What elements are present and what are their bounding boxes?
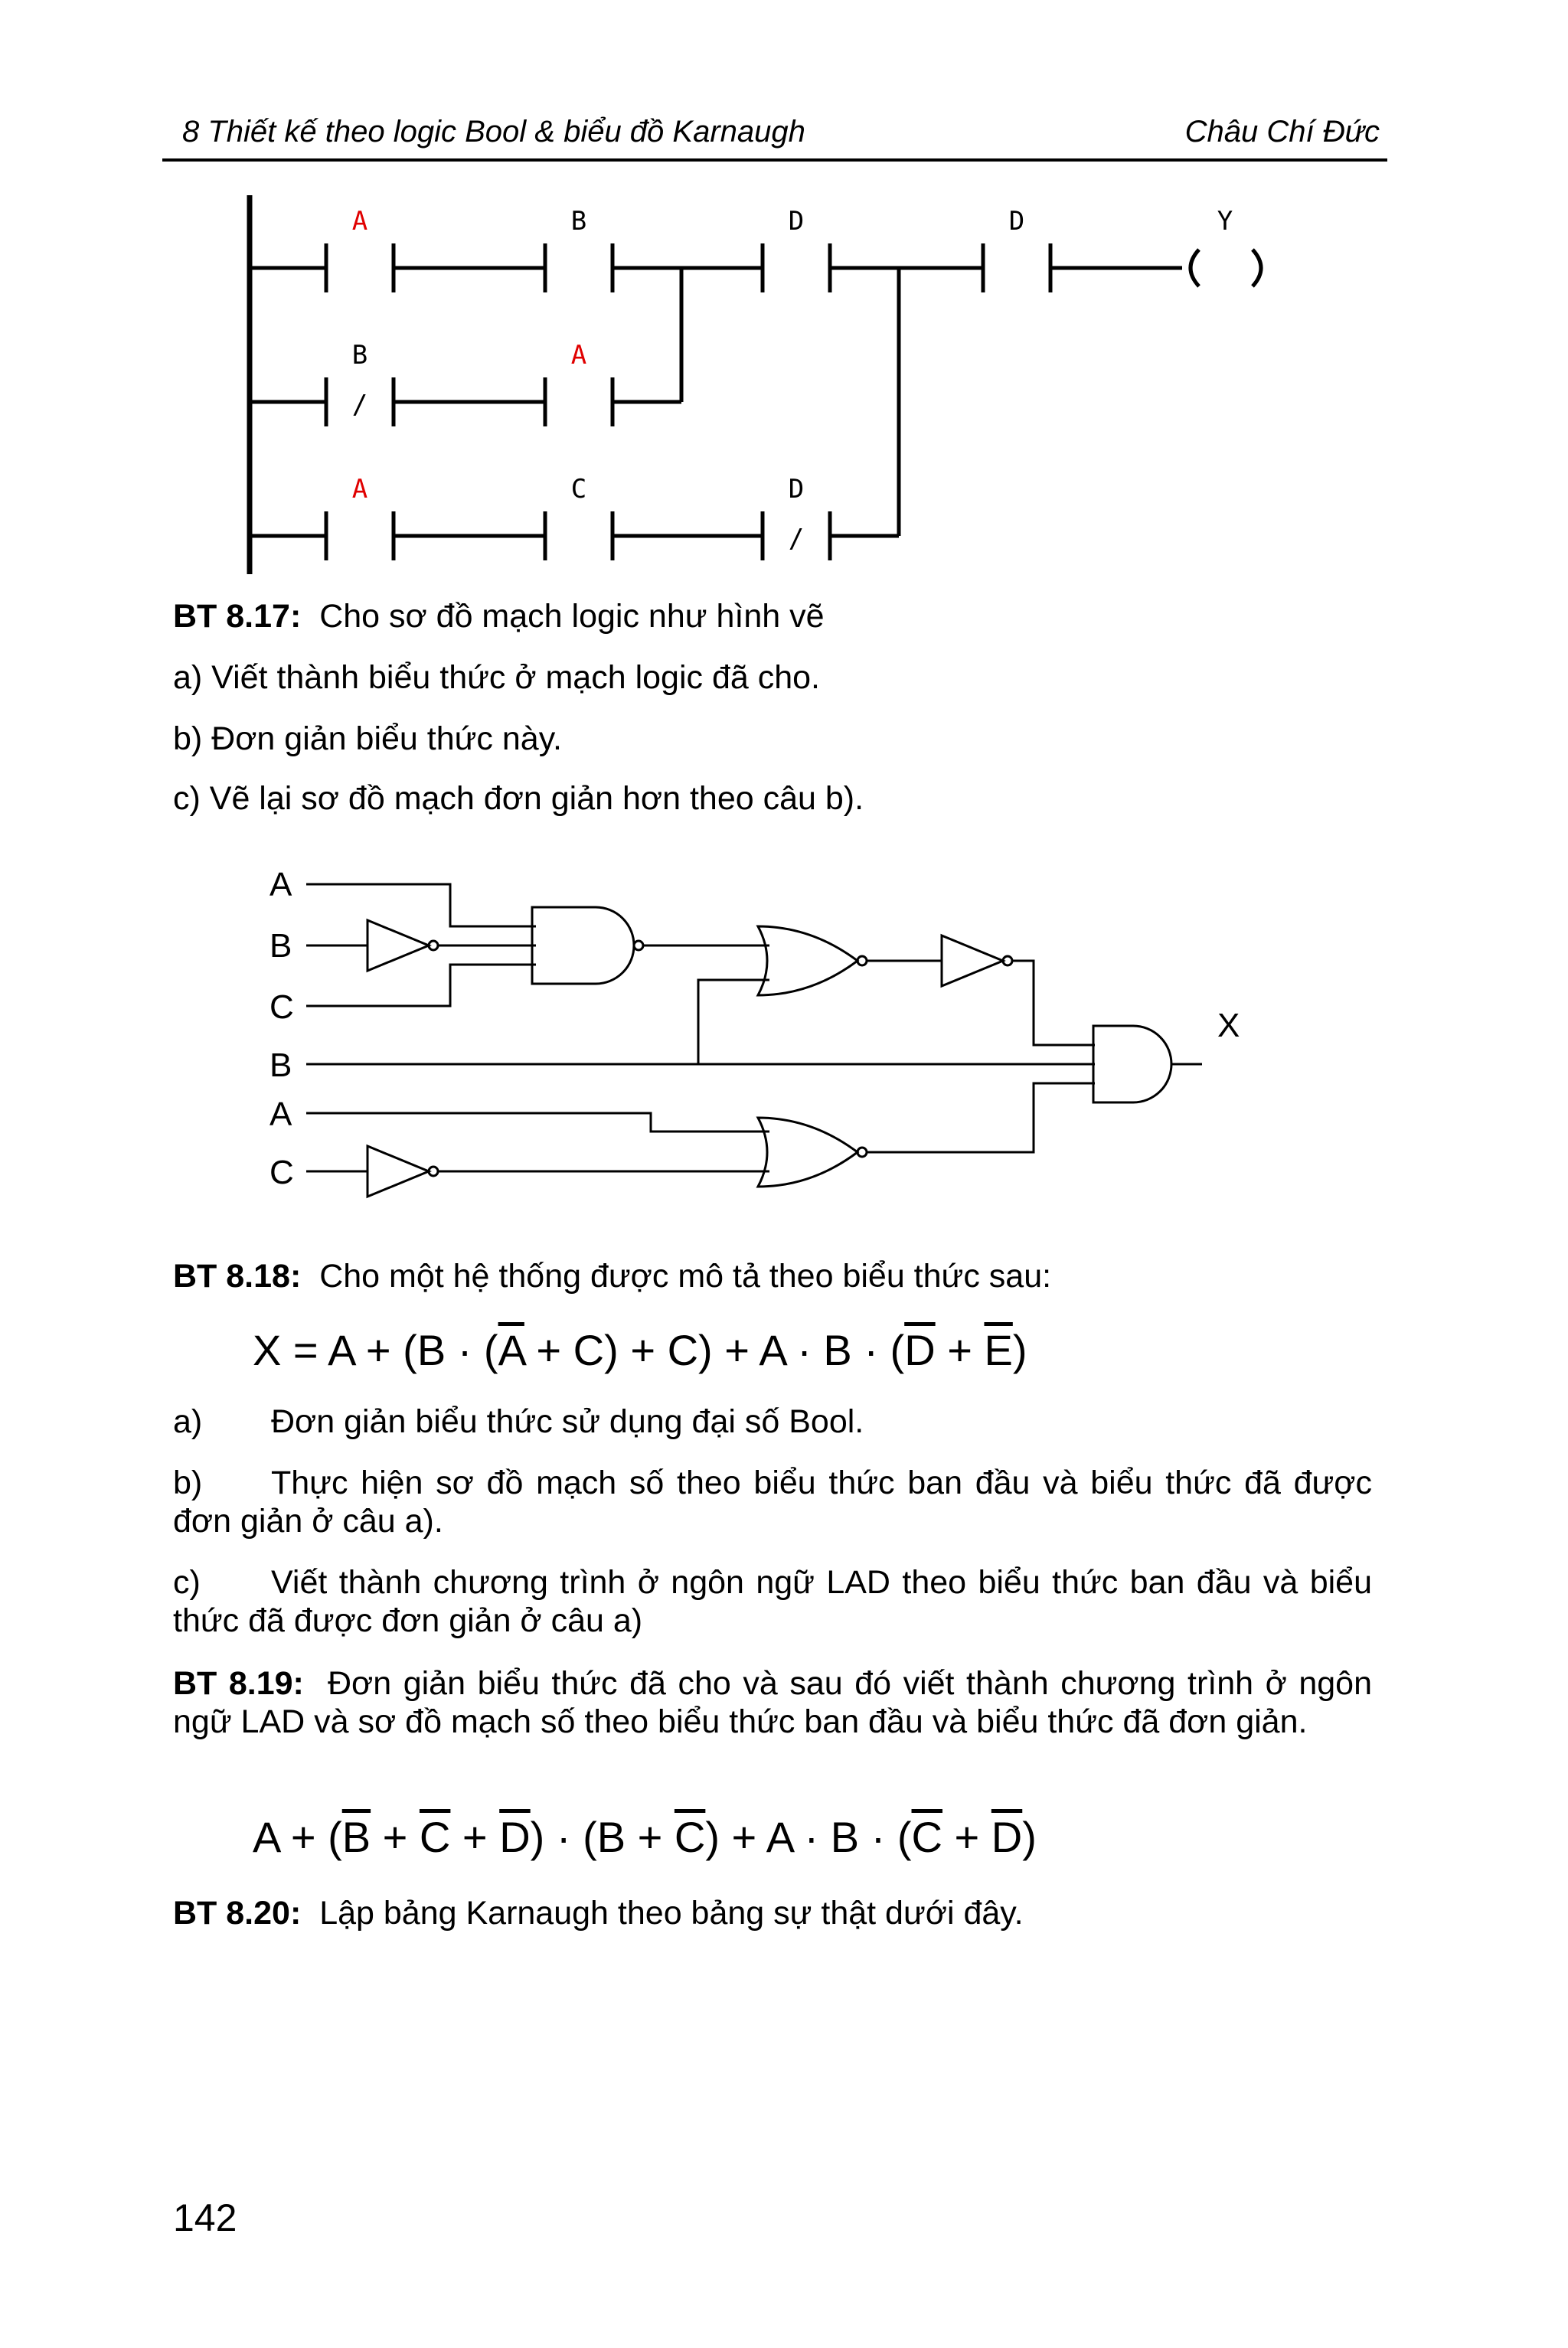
ladder-label-a1: A [351,206,368,237]
eq819-part: + [942,1813,991,1861]
ladder-label-d1: D [788,206,805,237]
ladder-label-y: Y [1217,206,1233,237]
eq818-part: ) [1012,1326,1027,1374]
ladder-label-d3: D [788,474,805,505]
bt818-text: Cho một hệ thống được mô tả theo biểu thức sau: [319,1258,1052,1295]
ladder-nc-d3: / [788,524,805,554]
ladder-label-d2: D [1008,206,1025,237]
eq819-part: + [371,1813,420,1861]
bt819-equation [253,1813,1037,1862]
ladder-label-c3: C [570,474,587,505]
bt818-c-label: c) [173,1564,201,1601]
bt817-b: b) Đơn giản biểu thức này. [173,720,562,757]
eq818-overline: $\overline{A}$ [498,1326,524,1374]
ladder-label-a2: A [570,340,587,371]
bt817-line [173,597,825,635]
bt818-c [173,1563,1372,1640]
bt820-label: BT 8.20: [173,1895,302,1932]
bt819-label: BT 8.19: [173,1665,304,1702]
eq819-overline: $\overline{C}$ [911,1813,942,1861]
eq819-overline: $\overline{B}$ [341,1813,371,1861]
ladder-label-a3: A [351,474,368,505]
eq819-overline: $\overline{C}$ [419,1813,451,1861]
bt818-label: BT 8.18: [173,1258,302,1295]
eq818-overline: $\overline{E}$ [984,1326,1013,1374]
eq819-overline: $\overline{C}$ [674,1813,706,1861]
bt820-text: Lập bảng Karnaugh theo bảng sự thật dưới đây. [319,1895,1024,1932]
bt817-text: Cho sơ đồ mạch logic như hình vẽ [319,598,825,635]
eq819-overline: $\overline{D}$ [499,1813,531,1861]
logic-input-b2: B [270,1047,292,1084]
author-header: Châu Chí Đức [1184,115,1380,149]
ladder-label-b1: B [570,206,587,237]
bt818-a [173,1403,864,1441]
bt818-b [173,1464,1372,1540]
bt818-b-label: b) [173,1465,203,1501]
chapter-header: 8 Thiết kế theo logic Bool & biểu đồ Karnaugh [182,115,805,149]
eq819-part: A + ( [253,1813,342,1861]
logic-input-c2: C [270,1154,294,1191]
logic-output-x: X [1217,1007,1240,1044]
eq818-part: + [935,1326,985,1374]
logic-input-b1: B [270,927,292,965]
eq819-part: ) · (B + [530,1813,675,1861]
bt820-line [173,1894,1024,1932]
bt819-text: Đơn giản biểu thức đã cho và sau đó viết thành chương trình ở ngôn ngữ LAD và sơ đồ mạch số theo biểu thức ban đầu và biểu thức đã đơn giản. [173,1665,1372,1740]
eq819-overline: $\overline{D}$ [991,1813,1023,1861]
bt818-line [173,1257,1051,1295]
page-number: 142 [173,2196,237,2239]
header-rule [162,158,1387,162]
bt818-equation [253,1326,1027,1375]
bt817-label: BT 8.17: [173,598,302,635]
eq819-part: + [450,1813,500,1861]
eq819-part: ) + A · B · ( [705,1813,912,1861]
logic-input-c1: C [270,988,294,1026]
eq818-part: X = A + (B · ( [253,1326,498,1374]
logic-input-a1: A [270,866,292,903]
eq818-overline: $\overline{D}$ [904,1326,936,1374]
eq818-part: + C) + C) + A · B · ( [524,1326,905,1374]
eq819-part: ) [1022,1813,1037,1861]
logic-circuit [230,850,1302,1202]
ladder-diagram [230,191,1302,589]
bt817-a: a) Viết thành biểu thức ở mạch logic đã cho. [173,659,821,696]
bt817-c: c) Vẽ lại sơ đồ mạch đơn giản hơn theo câu b). [173,780,864,817]
ladder-nc-b2: / [351,390,368,420]
bt818-a-label: a) [173,1403,203,1440]
bt818-a-text: Đơn giản biểu thức sử dụng đại số Bool. [271,1403,864,1440]
logic-input-a2: A [270,1096,292,1133]
bt818-c-text: Viết thành chương trình ở ngôn ngữ LAD theo biểu thức ban đầu và biểu thức đã được đơn giản ở câu a) [173,1564,1372,1639]
bt818-b-text: Thực hiện sơ đồ mạch số theo biểu thức ban đầu và biểu thức đã được đơn giản ở câu a). [173,1465,1372,1540]
bt819-paragraph [173,1664,1372,1741]
ladder-label-b2: B [351,340,368,371]
